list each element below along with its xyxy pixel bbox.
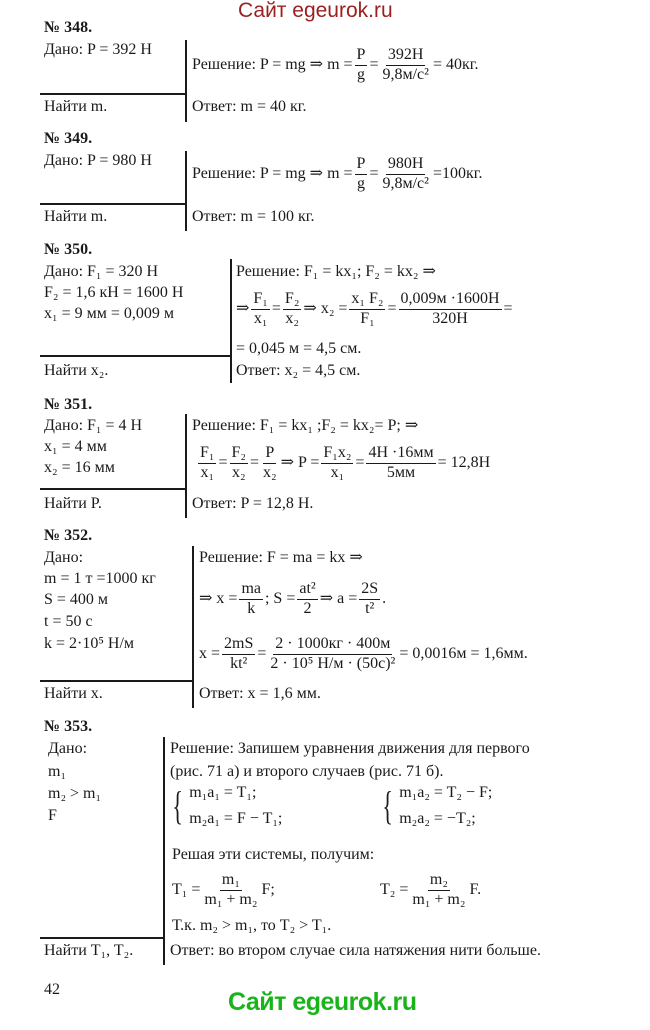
solution-line xyxy=(172,866,275,914)
fraction-denominator: t² xyxy=(365,599,375,617)
solution-line xyxy=(199,630,528,678)
brace-icon: { xyxy=(172,783,183,828)
solution-text: x = xyxy=(199,645,221,662)
answer: Ответ: P = 12,8 Н. xyxy=(192,495,314,512)
site-watermark-bottom: Сайт egeurok.ru xyxy=(228,988,417,1016)
fraction xyxy=(355,156,368,193)
equals: = xyxy=(369,165,379,182)
given: x₁ = 4 мм xyxy=(44,438,107,455)
given: Дано: P = 392 Н xyxy=(44,41,152,58)
solution-text: ⇒ x₂ = xyxy=(303,300,348,317)
answer: Ответ: во втором случае сила натяжения нити больше. xyxy=(170,942,541,959)
fraction-denominator: 320Н xyxy=(432,309,468,327)
fraction xyxy=(399,291,502,328)
fraction xyxy=(366,445,435,482)
given: S = 400 м xyxy=(44,591,109,608)
result: =100кг. xyxy=(432,165,483,182)
fraction-numerator: 4Н ·16мм xyxy=(366,445,435,464)
fraction-numerator: 2 · 1000кг · 400м xyxy=(273,636,392,655)
answer: Ответ: m = 100 кг. xyxy=(192,208,315,225)
solution-text: F; xyxy=(261,881,275,898)
equals: = xyxy=(387,300,397,317)
solution-line xyxy=(199,575,386,623)
solution-line xyxy=(196,440,490,486)
fraction-denominator: x₁ xyxy=(330,463,345,481)
given: Дано: xyxy=(48,740,88,757)
equation: m₁a₂ = T₂ − F; xyxy=(399,784,493,801)
equals: = xyxy=(250,454,260,471)
fraction-denominator: kt² xyxy=(230,654,248,672)
divider-vertical xyxy=(185,151,187,231)
divider-vertical xyxy=(192,546,194,708)
fraction-numerator: m₂ xyxy=(428,872,450,891)
find: Найти P. xyxy=(44,495,102,512)
divider-horizontal xyxy=(40,680,194,682)
result: = 0,0016м = 1,6мм. xyxy=(399,645,528,662)
solution-text: ⇒ a = xyxy=(319,590,358,607)
problem-number: № 353. xyxy=(44,718,93,735)
find: Найти x₂. xyxy=(44,362,109,379)
given: m = 1 т =1000 кг xyxy=(44,570,156,587)
fraction xyxy=(359,581,380,618)
solution-line xyxy=(380,866,481,914)
fraction xyxy=(349,291,385,328)
solution-line: Т.к. m₂ > m₁, то T₂ > T₁. xyxy=(172,917,332,934)
fraction xyxy=(283,291,301,328)
find: Найти m. xyxy=(44,208,108,225)
fraction-denominator: g xyxy=(356,65,365,83)
find: Найти x. xyxy=(44,685,103,702)
equation: m₂a₁ = F − T₁; xyxy=(189,810,283,827)
equals: = xyxy=(355,454,365,471)
given: Дано: P = 980 Н xyxy=(44,152,152,169)
fraction-numerator: P xyxy=(263,445,276,464)
solution-line: = 0,045 м = 4,5 см. xyxy=(236,340,362,357)
result: = 40кг. xyxy=(432,56,479,73)
solution-line: (рис. 71 а) и второго случаев (рис. 71 б). xyxy=(170,763,444,780)
fraction xyxy=(410,872,467,909)
fraction-numerator: F₂ xyxy=(283,291,301,310)
solution-line: Решение: F₁ = kx₁ ;F₂ = kx₂= P; ⇒ xyxy=(192,417,419,434)
fraction-numerator: m₁ xyxy=(220,872,242,891)
given: k = 2·10⁵ Н/м xyxy=(44,635,135,652)
given: m₂ > m₁ xyxy=(48,785,102,802)
solution-text: Решение: P = mg ⇒ m = xyxy=(192,56,353,73)
given: Дано: F₁ = 4 Н xyxy=(44,417,143,434)
fraction-denominator: x₁ xyxy=(200,463,215,481)
equals: = xyxy=(218,454,228,471)
fraction xyxy=(297,581,317,618)
fraction xyxy=(321,445,353,482)
given: Дано: F₁ = 320 Н xyxy=(44,263,159,280)
solution-line: Решение: F₁ = kx₁; F₂ = kx₂ ⇒ xyxy=(236,263,436,280)
fraction-denominator: 2 · 10⁵ Н/м · (50с)² xyxy=(270,654,396,672)
fraction-numerator: F₁ xyxy=(251,291,269,310)
divider-horizontal xyxy=(40,488,187,490)
fraction-numerator: 980Н xyxy=(386,156,426,175)
fraction-numerator: 2mS xyxy=(222,636,255,655)
divider-horizontal xyxy=(40,203,187,205)
given: Дано: xyxy=(44,549,84,566)
site-watermark-top: Сайт egeurok.ru xyxy=(238,0,393,22)
divider-vertical xyxy=(163,737,165,965)
find: Найти T₁, T₂. xyxy=(44,942,134,959)
fraction xyxy=(380,47,430,84)
solution-text: . xyxy=(382,590,387,607)
fraction-denominator: m₁ + m₂ xyxy=(412,890,466,908)
equals: = xyxy=(257,645,267,662)
solution-text: T₂ = xyxy=(380,881,409,898)
fraction xyxy=(261,445,279,482)
fraction xyxy=(198,445,216,482)
equation-system xyxy=(168,784,282,828)
divider-vertical xyxy=(230,259,232,383)
solution-line xyxy=(236,286,513,332)
fraction xyxy=(251,291,269,328)
given: F₂ = 1,6 кН = 1600 Н xyxy=(44,284,184,301)
fraction-numerator: 0,009м ·1600Н xyxy=(399,291,502,310)
equals: = xyxy=(503,300,513,317)
given: x₁ = 9 мм = 0,009 м xyxy=(44,305,174,322)
fraction xyxy=(355,47,368,84)
fraction-numerator: x₁ F₂ xyxy=(349,291,385,310)
problem-number: № 349. xyxy=(44,130,93,147)
answer: Ответ: x₂ = 4,5 см. xyxy=(236,362,361,379)
fraction-denominator: 9,8м/с² xyxy=(382,174,429,192)
solution-line xyxy=(192,43,479,87)
fraction-denominator: 5мм xyxy=(386,463,416,481)
fraction xyxy=(222,636,255,673)
answer: Ответ: m = 40 кг. xyxy=(192,98,307,115)
equation: m₂a₂ = −T₂; xyxy=(399,810,476,827)
fraction xyxy=(202,872,259,909)
fraction-denominator: m₁ + m₂ xyxy=(204,890,258,908)
solution-text: ⇒ P = xyxy=(280,454,320,471)
equation: m₁a₁ = T₁; xyxy=(189,784,257,801)
fraction-denominator: k xyxy=(247,599,256,617)
fraction-numerator: P xyxy=(355,156,368,175)
page-number: 42 xyxy=(44,981,60,998)
solution-text: Решение: P = mg ⇒ m = xyxy=(192,165,353,182)
answer: Ответ: x = 1,6 мм. xyxy=(199,685,321,702)
fraction xyxy=(268,636,397,673)
solution-text: T₁ = xyxy=(172,881,201,898)
fraction-numerator: P xyxy=(355,47,368,66)
fraction-numerator: F₁ xyxy=(198,445,216,464)
fraction-numerator: 2S xyxy=(359,581,380,600)
solution-text: F. xyxy=(469,881,482,898)
result: = 12,8Н xyxy=(437,454,491,471)
given: m₁ xyxy=(48,763,67,780)
equation-system xyxy=(378,784,492,828)
fraction-denominator: 2 xyxy=(303,599,312,617)
solution-line: Решение: F = ma = kx ⇒ xyxy=(199,549,363,566)
implies: ⇒ xyxy=(236,300,250,317)
fraction xyxy=(380,156,430,193)
fraction-numerator: ma xyxy=(239,581,263,600)
fraction xyxy=(239,581,263,618)
equals: = xyxy=(271,300,281,317)
given: x₂ = 16 мм xyxy=(44,459,115,476)
divider-horizontal xyxy=(40,937,165,939)
fraction-numerator: F₁x₂ xyxy=(321,445,353,464)
problem-number: № 351. xyxy=(44,396,93,413)
given: t = 50 с xyxy=(44,613,93,630)
fraction-denominator: x₁ xyxy=(253,309,268,327)
solution-text: ⇒ x = xyxy=(199,590,238,607)
equals: = xyxy=(369,56,379,73)
brace-icon: { xyxy=(382,783,393,828)
solution-line: Решение: Запишем уравнения движения для первого xyxy=(170,740,530,757)
solution-line xyxy=(192,152,483,196)
solution-text: ; S = xyxy=(264,590,296,607)
problem-number: № 352. xyxy=(44,527,93,544)
fraction xyxy=(230,445,248,482)
fraction-denominator: x₂ xyxy=(263,463,277,481)
divider-horizontal xyxy=(40,93,187,95)
solution-line: Решая эти системы, получим: xyxy=(172,846,375,863)
divider-vertical xyxy=(185,414,187,518)
fraction-numerator: F₂ xyxy=(230,445,248,464)
problem-number: № 350. xyxy=(44,241,93,258)
divider-vertical xyxy=(185,40,187,122)
fraction-numerator: 392Н xyxy=(386,47,426,66)
fraction-denominator: F₁ xyxy=(360,309,375,327)
fraction-denominator: x₂ xyxy=(231,463,246,481)
fraction-denominator: 9,8м/с² xyxy=(382,65,429,83)
given: F xyxy=(48,807,57,824)
divider-horizontal xyxy=(40,355,232,357)
fraction-denominator: g xyxy=(356,174,365,192)
problem-number: № 348. xyxy=(44,19,93,36)
find: Найти m. xyxy=(44,98,108,115)
fraction-denominator: x₂ xyxy=(285,309,299,327)
fraction-numerator: at² xyxy=(297,581,317,600)
